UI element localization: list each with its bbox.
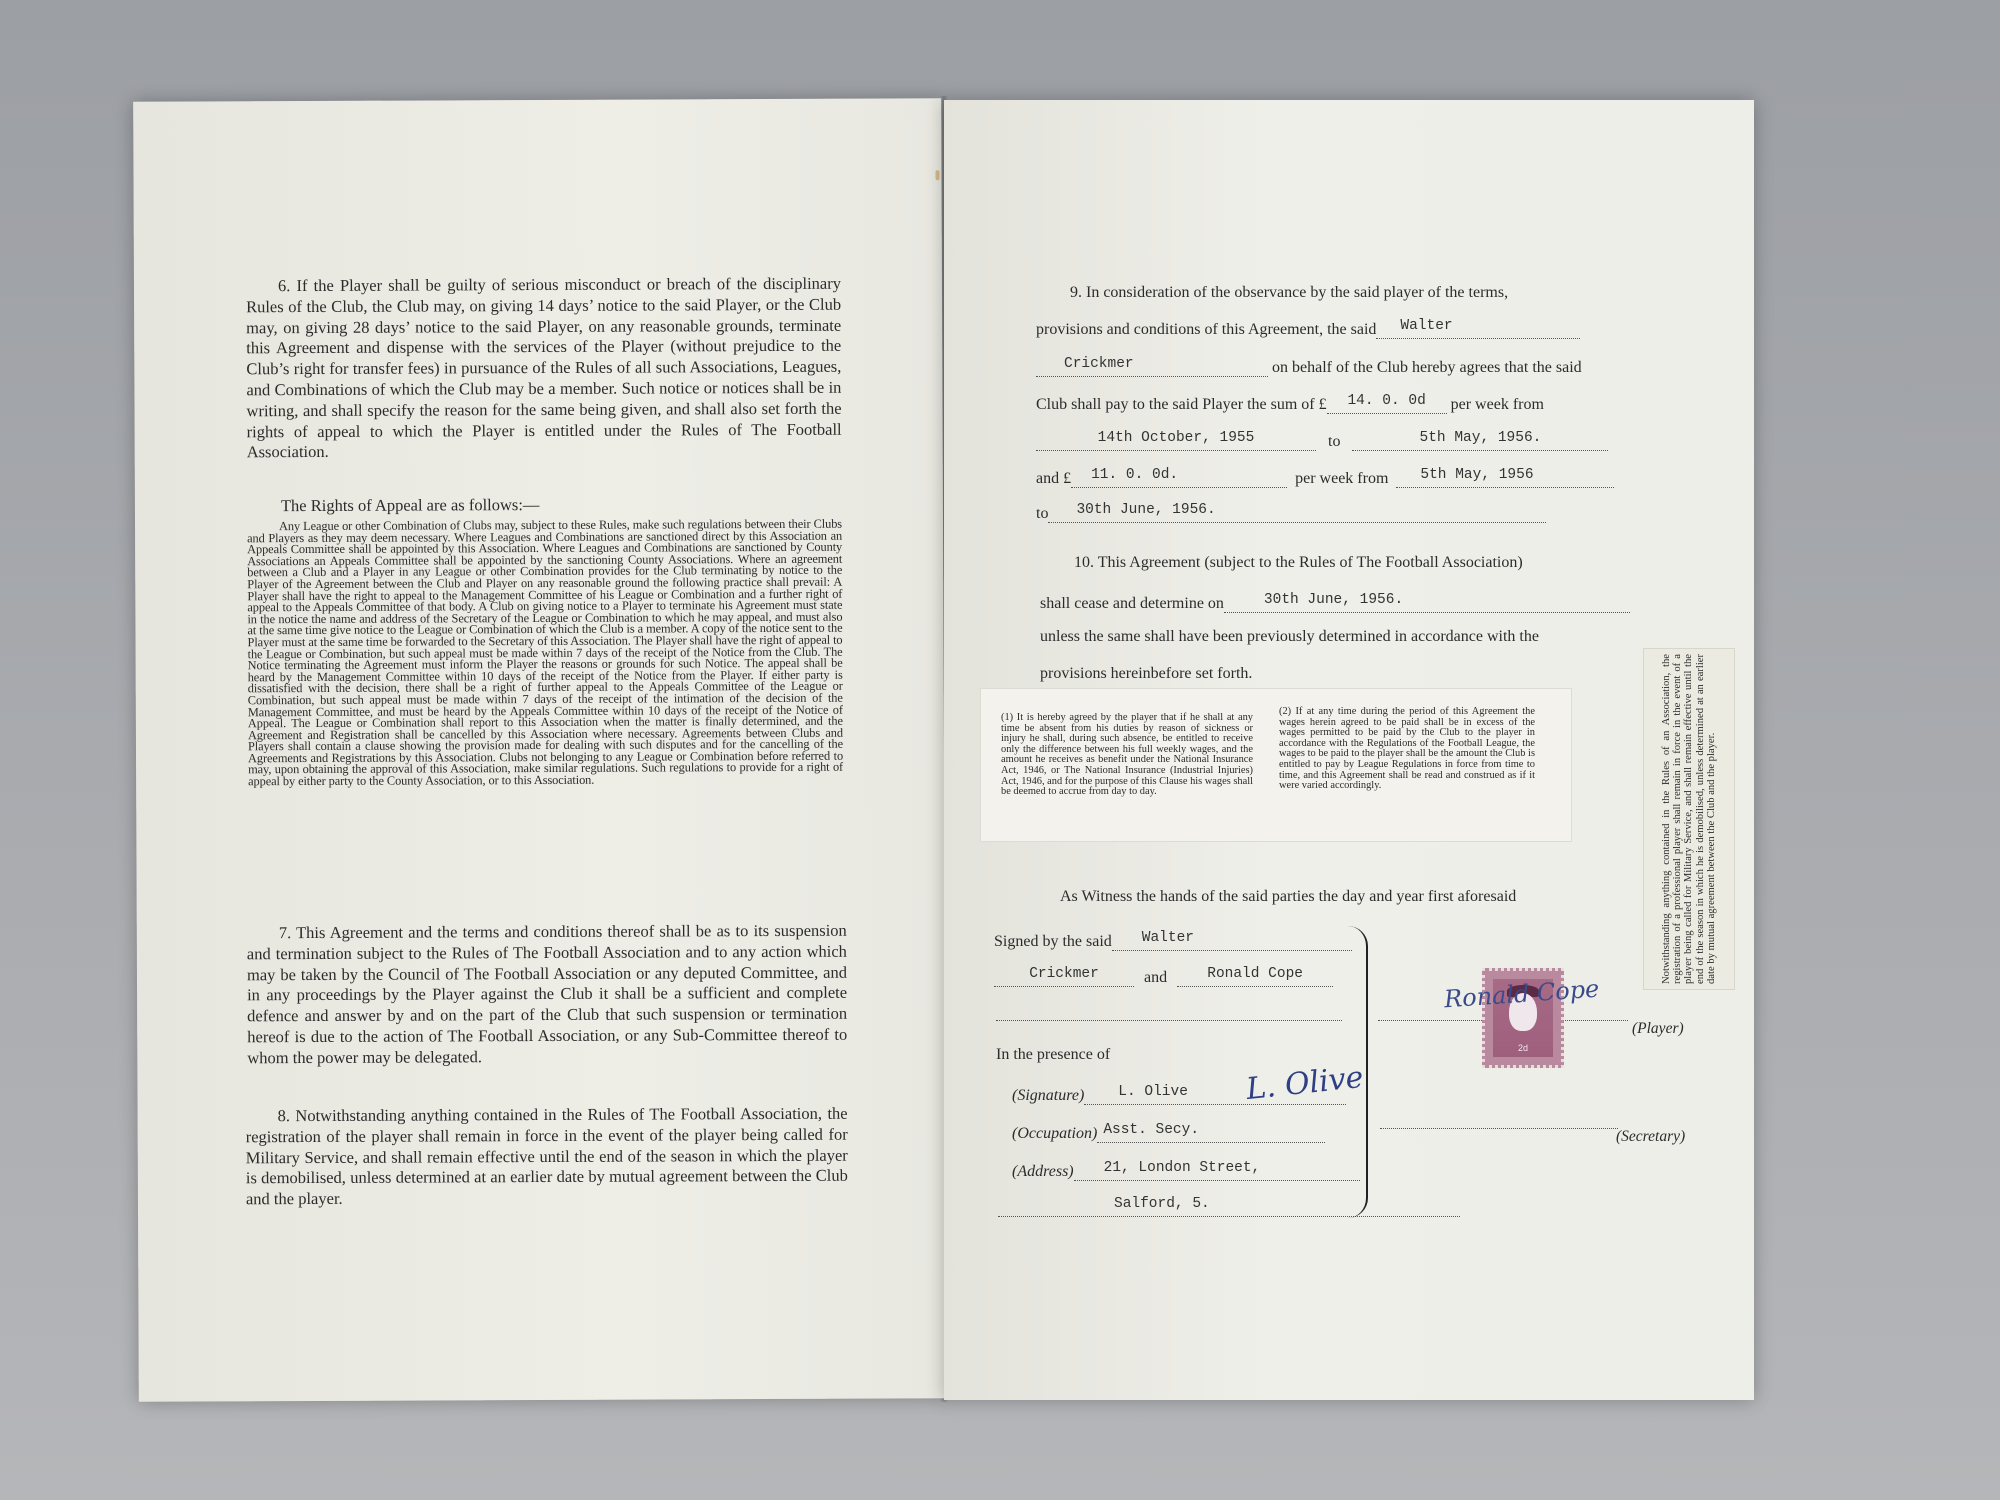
clause-8: [246, 1104, 848, 1211]
fill-to-date-2: 30th June, 1956.: [1048, 502, 1546, 523]
to-word-1: to: [1328, 433, 1341, 450]
address-row-2: [998, 1196, 1460, 1217]
fill-witness-signature: L. Olive: [1084, 1084, 1346, 1105]
left-page: [133, 98, 947, 1402]
clause-9-line-5: [1036, 430, 1608, 451]
fill-signed-name-1: Walter: [1112, 930, 1352, 951]
fill-occupation: Asst. Secy.: [1097, 1122, 1325, 1143]
address-row-1: [1012, 1160, 1360, 1181]
fill-address-1: 21, London Street,: [1074, 1160, 1360, 1181]
handwritten-player-signature: Ronald Cope: [1443, 974, 1601, 1014]
clause-10-prefix: shall cease and determine on: [1040, 595, 1224, 612]
fill-weekly-sum-2: 11. 0. 0d.: [1071, 467, 1287, 488]
paper-stain: [935, 170, 939, 180]
handwritten-witness-signature: L. Olive: [1244, 1059, 1365, 1108]
clause-10-line-4: provisions hereinbefore set forth.: [1040, 665, 1253, 682]
fill-signed-name-2: Crickmer: [994, 966, 1134, 987]
secretary-label: (Secretary): [1616, 1128, 1686, 1145]
postage-stamp-icon: 2d: [1482, 968, 1564, 1068]
fill-from-date-2: 5th May, 1956: [1396, 467, 1614, 488]
fill-signed-name-3: Ronald Cope: [1177, 966, 1333, 987]
slip-text: Notwithstanding anything contained in the Rules of an Association, the registration of a professional player shall remain in force in the event of a player being called for Military Service, and shall remain effective until the end of the season in which he is demobilised, unless determined at an earlier date by mutual agreement between the Club and the player.: [1660, 654, 1717, 984]
clause-6-text: 6. If the Player shall be guilty of serious misconduct or breach of the disciplinary Rules of the Club, the Club may, on giving 14 days’ notice to the said Player, or the Club may, on giving 28 days’ notice to the said Player, on any reasonable grounds, terminate this Agreement and dispense with the services of the Player (without prejudice to the Club’s right for transfer fees) in pursuance of the Rules of all such Associations, Leagues, and Combinations of which the Club may be a member. Such notice or notices shall be in writing, and shall specify the reason for the same being given, and shall also set forth the rights of appeal to which the Player is entitled under the Rules of The Football Association.: [246, 273, 842, 462]
clause-7-text: 7. This Agreement and the terms and conditions thereof shall be as to its suspension and termination subject to the Rules of The Football Association and to any action which may be taken by the Council of The Football Association or any deputed Committee, and in any proceedings by the Player against the Club it shall be a sufficient and complete defence and answer by and on the part of the Club that such suspension or termination hereof is due to the action of The Football Association, or any Sub-Committee thereof to whom the power may be delegated.: [246, 920, 848, 1068]
occupation-row: [1012, 1122, 1325, 1143]
signature-label: (Signature): [1012, 1087, 1085, 1104]
military-service-slip: [1643, 648, 1735, 990]
clause-9-line-3: [1036, 356, 1582, 377]
clause-9-line-1: 9. In consideration of the observance by the said player of the terms,: [1070, 284, 1509, 301]
fill-from-date-1: 14th October, 1955: [1036, 430, 1316, 451]
appeal-heading: The Rights of Appeal are as follows:—: [280, 495, 540, 516]
pasted-clauses: [980, 688, 1572, 842]
clause-10-line-1: 10. This Agreement (subject to the Rules of The Football Association): [1074, 554, 1523, 571]
signed-and: and: [1144, 969, 1168, 986]
clause-9-line-4: [1036, 393, 1544, 414]
clause-7: [247, 921, 848, 1069]
fill-name-first: Walter: [1376, 318, 1580, 339]
clause-9-suffix: on behalf of the Club hereby agrees that the said: [1272, 359, 1582, 376]
clause-9-prefix: provisions and conditions of this Agreement, the said: [1036, 321, 1377, 338]
insert-clause-1: (1) It is hereby agreed by the player that if he shall at any time be absent from his duties by reason of sickness or injury he shall, during such absence, be entitled to receive only the difference between his full weekly wages, and the amount he receives as benefit under the National Insurance Act, 1946, or The National Insurance (Industrial Injuries) Act, 1946, and for the purpose of this Clause his wages shall be deemed to accrue from day to day.: [1001, 712, 1253, 798]
and-pound: and £: [1036, 470, 1072, 487]
blank-line: [996, 1020, 1342, 1021]
clause-9-sum-prefix: Club shall pay to the said Player the sum of £: [1036, 396, 1327, 413]
fill-name-last: Crickmer: [1036, 356, 1268, 377]
clause-9-per-week: per week from: [1450, 396, 1544, 413]
clause-9-line-2: [1036, 318, 1580, 339]
signed-line-2: [994, 966, 1333, 987]
signed-prefix: Signed by the said: [994, 933, 1112, 950]
fill-termination-date: 30th June, 1956.: [1224, 592, 1630, 613]
clause-10-line-3: unless the same shall have been previously determined in accordance with the: [1040, 628, 1539, 645]
occupation-label: (Occupation): [1012, 1125, 1098, 1142]
signed-line-1: [994, 930, 1352, 951]
fill-to-date-1: 5th May, 1956.: [1352, 430, 1608, 451]
insert-clause-2: (2) If at any time during the period of this Agreement the wages herein agreed to be paid shall be in excess of the wages permitted to be paid by the Club to the player in accordance with the Regulations of the Football League, the wages to be paid to the player shall be the amount the Club is entitled to pay by League Regulations in force from time to time, and this Agreement shall be read and construed as if it were varied accordingly.: [1279, 706, 1535, 792]
to-word-2: to: [1036, 505, 1049, 522]
appeal-rules: [247, 516, 844, 789]
address-label: (Address): [1012, 1163, 1074, 1180]
clause-10-line-2: [1040, 592, 1630, 613]
clause-8-text: 8. Notwithstanding anything contained in the Rules of The Football Association, the registration of the player shall remain in force in the event of the player being called for Military Service, and shall remain effective until the end of the season in which the player is demobilised, unless determined at an earlier date by mutual agreement between the Club and the player.: [245, 1103, 848, 1209]
fill-address-2: Salford, 5.: [998, 1196, 1460, 1217]
appeal-rules-text: Any League or other Combination of Clubs may, subject to these Rules, make such regulations between their Clubs and Players as they may deem necessary. Where Leagues and Combinations are sanctioned direct by this Association an Appeals Committee shall be appointed by this Association. Where Leagues and Combinations are sanctioned by County Associations an Appeals Committee shall be appointed by the sanctioning County Associations. Where an agreement between a Club and a Player in any League or other Combination provides for the Club terminating by notice to the Player of the Agreement between the Club and Player on any reasonable ground the following practice shall prevail: A Player shall have the right to appeal to the Management Committee of his League or Combination and a further right of appeal to the Appeals Committee of that body. A Club on giving notice to a Player to terminate his Agreement must state in the notice the name and address of the Secretary of the League or Combination to which he may appeal, and must also at the same time give notice to the League or Combination of which the Club is a member. A copy of the notice sent to the Player must at the same time be forwarded to the Secretary of this Association. The Player shall have the right of appeal to the League or Combination, but such appeal must be made within 7 days of the receipt of the Notice from the Club. The Notice terminating the Agreement must inform the Player the reasons or grounds for such Notice. The appeal shall be heard by the Management Committee within 10 days of the receipt of the Notice from the Player. If either party is dissatisfied with the decision, there shall be a right of further appeal to the Appeals Committee of the League or Combination, but such appeal must be made within 7 days of the receipt of the intimation of the decision of the Management Committee, and must be heard by the Appeals Committee within 10 days of the receipt of the Notice of Appeal. The League or Combination shall report to this Association when the matter is finally determined, and the Agreement and Registration shall be cancelled by this Association where necessary. Agreements between Clubs and Players shall contain a clause showing the provision made for dealing with such disputes and for the cancelling of the Agreements and Registrations by this Association. Clubs not belonging to any League or Combination before referred to may, upon obtaining the approval of this Association, make similar regulations. Such regulations to provide for a right of appeal by either party to the County Association, or to this Association.: [247, 516, 844, 789]
clause-9-line-6: [1036, 467, 1614, 488]
secretary-signature-line: [1380, 1128, 1618, 1129]
clause-6: [246, 274, 842, 464]
witness-line: As Witness the hands of the said parties the day and year first aforesaid: [1060, 888, 1517, 905]
signature-brace: [1344, 926, 1368, 1218]
player-label: (Player): [1632, 1020, 1684, 1037]
presence-label: In the presence of: [996, 1046, 1111, 1063]
fill-weekly-sum-1: 14. 0. 0d: [1327, 393, 1447, 414]
clause-9-per-week-2: per week from: [1295, 470, 1389, 487]
clause-9-line-7: [1036, 502, 1546, 523]
